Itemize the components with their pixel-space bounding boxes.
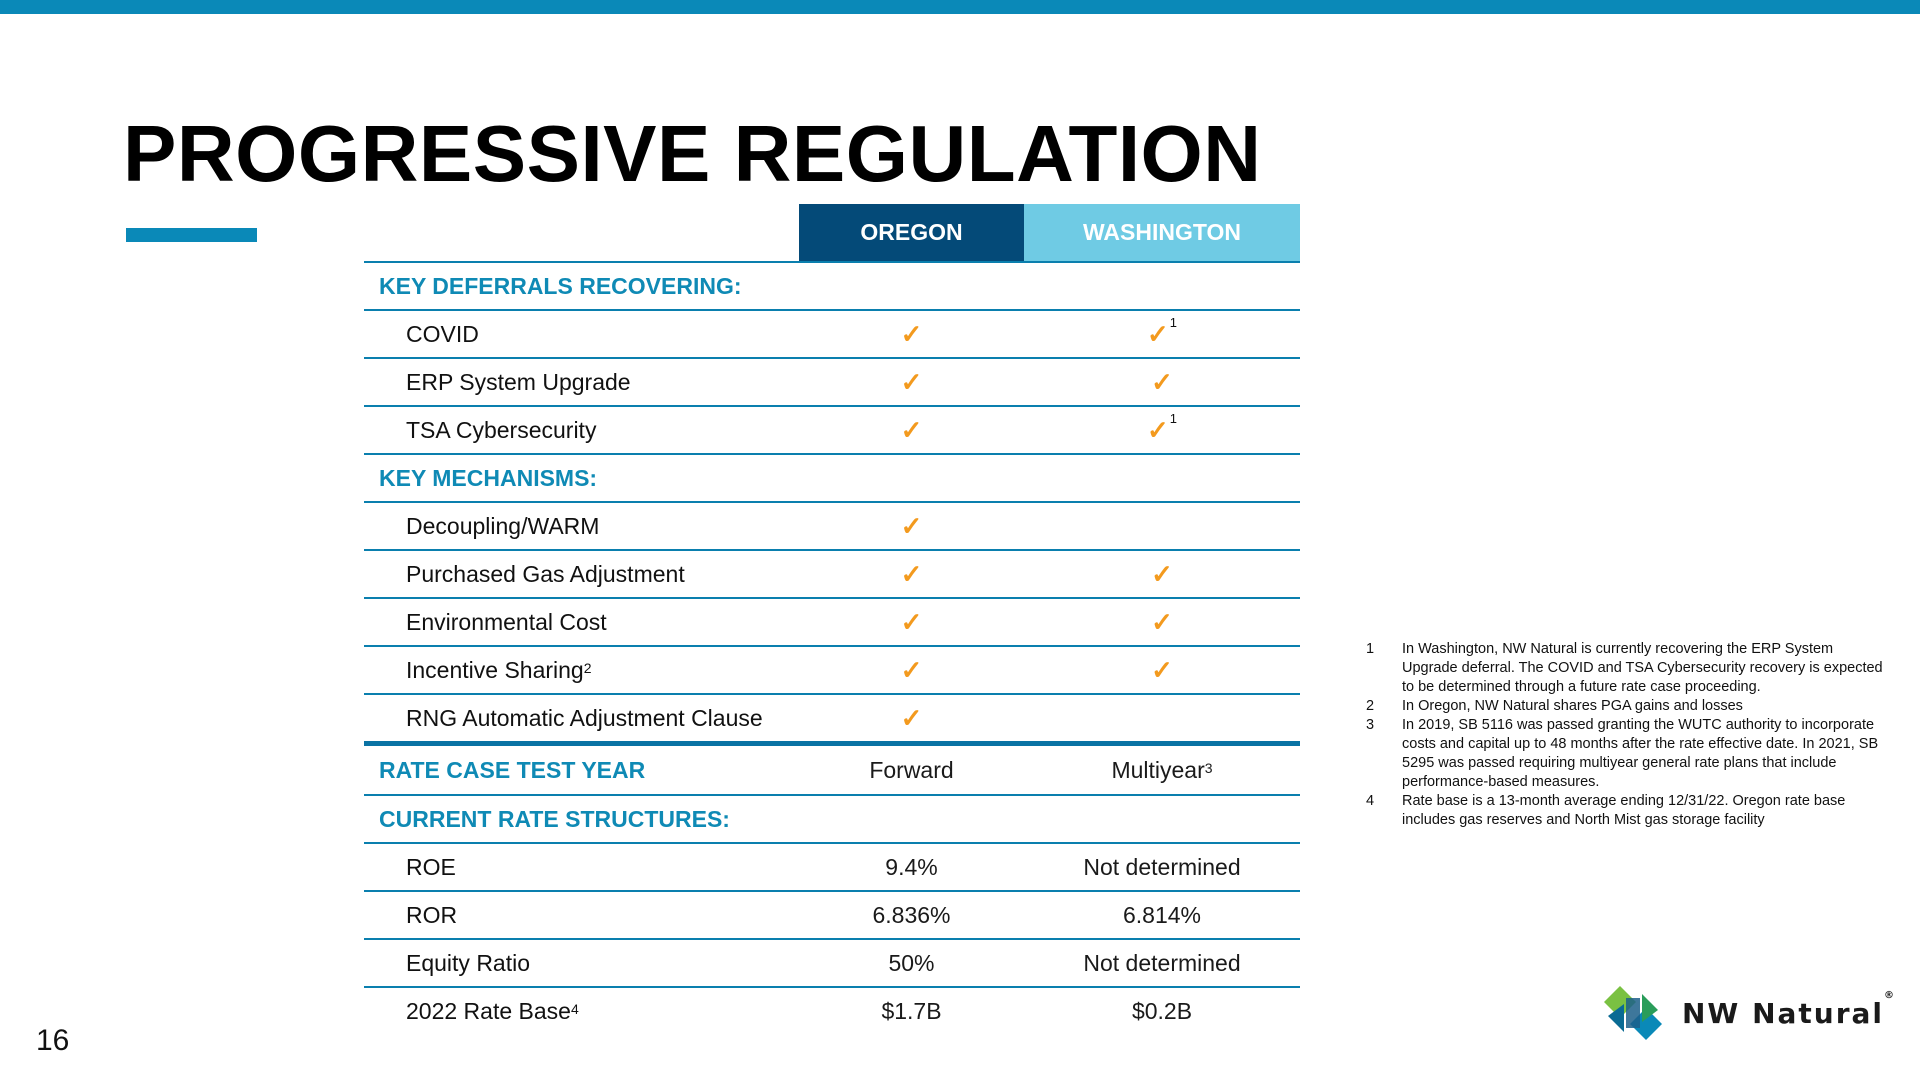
footnote-text: In Washington, NW Natural is currently recovering the ERP System Upgrade deferral. The COVID and TSA Cybersecurity recovery is expected to be determined through a future rate case proceeding. <box>1402 641 1883 695</box>
row-label <box>406 844 456 890</box>
regulation-table <box>364 204 1300 1034</box>
row-label <box>406 599 607 645</box>
checkmark-icon: ✓ <box>1151 367 1173 397</box>
check-wrap <box>901 417 923 443</box>
table-row <box>364 357 1300 405</box>
washington-cell <box>1024 407 1300 453</box>
checkmark-icon: ✓ <box>900 415 923 445</box>
washington-cell <box>1024 746 1300 794</box>
washington-cell <box>1024 695 1300 741</box>
checkmark-icon: ✓ <box>1151 655 1173 685</box>
check-wrap <box>1146 411 1178 445</box>
footnote-number: 1 <box>1366 641 1375 657</box>
oregon-cell: $1.7B <box>881 997 942 1024</box>
washington-value: Multiyear <box>1111 756 1205 783</box>
footnote-text: In 2019, SB 5116 was passed granting the WUTC authority to incorporate costs and capital up to 48 months after the rate effective date. In 2021, SB 5295 was passed requiring multiyear general rate plans that include performance-based measures. <box>1402 717 1879 790</box>
checkmark-icon: ✓ <box>900 703 923 733</box>
oregon-cell <box>799 599 1024 645</box>
row-label <box>406 503 599 549</box>
washington-cell <box>1024 359 1300 405</box>
row-label-text: Environmental Cost <box>406 608 607 635</box>
row-label-text: COVID <box>406 320 479 347</box>
check-wrap <box>1151 561 1173 587</box>
row-label-text: Incentive Sharing <box>406 656 584 683</box>
washington-cell: Not determined <box>1083 853 1241 880</box>
footnote-marker: 4 <box>570 1001 579 1017</box>
row-label-text: RNG Automatic Adjustment Clause <box>406 704 763 731</box>
oregon-cell <box>799 359 1024 405</box>
footnote-item <box>1366 792 1886 830</box>
table-row <box>364 842 1300 890</box>
footnote-text: In Oregon, NW Natural shares PGA gains and losses <box>1402 698 1743 714</box>
section-mechanisms <box>364 453 1300 501</box>
oregon-cell <box>799 647 1024 693</box>
check-wrap <box>1151 609 1173 635</box>
oregon-cell <box>799 695 1024 741</box>
footnote-number: 4 <box>1366 793 1375 809</box>
row-label <box>406 695 763 741</box>
table-body <box>364 261 1300 1034</box>
table-row <box>364 309 1300 357</box>
row-label <box>406 311 479 357</box>
footnote-marker: 3 <box>1204 760 1213 776</box>
check-wrap <box>1151 657 1173 683</box>
check-wrap <box>901 705 923 731</box>
row-label-text: 2022 Rate Base <box>406 997 571 1024</box>
check-wrap <box>901 657 923 683</box>
table-row <box>364 645 1300 693</box>
column-header-washington: WASHINGTON <box>1024 204 1300 261</box>
row-label <box>406 892 457 938</box>
section-label: KEY DEFERRALS RECOVERING: <box>379 272 742 299</box>
table-row <box>364 938 1300 986</box>
oregon-cell <box>799 551 1024 597</box>
section-rate-structures <box>364 794 1300 842</box>
footnote-item <box>1366 640 1886 697</box>
row-label <box>406 407 596 453</box>
column-header-oregon: OREGON <box>799 204 1024 261</box>
footnote-marker: 2 <box>583 660 592 676</box>
row-label <box>406 940 530 986</box>
section-label: RATE CASE TEST YEAR <box>379 756 646 783</box>
table-row <box>364 986 1300 1034</box>
row-label-text: ROE <box>406 853 456 880</box>
washington-cell <box>1024 551 1300 597</box>
title-underline <box>126 228 257 242</box>
company-logo <box>1600 980 1896 1046</box>
washington-cell: Not determined <box>1083 949 1241 976</box>
oregon-cell <box>799 503 1024 549</box>
row-label-text: ROR <box>406 901 458 928</box>
section-label: KEY MECHANISMS: <box>379 464 598 491</box>
washington-cell <box>1024 647 1300 693</box>
footnote-marker: 1 <box>1169 315 1178 330</box>
row-label-text: TSA Cybersecurity <box>406 416 597 443</box>
footnotes <box>1366 640 1886 830</box>
table-row <box>364 549 1300 597</box>
washington-cell <box>1024 311 1300 357</box>
page-number: 16 <box>36 1024 70 1057</box>
oregon-cell <box>799 407 1024 453</box>
check-wrap <box>901 321 923 347</box>
check-wrap <box>901 513 923 539</box>
oregon-cell: 50% <box>888 949 935 976</box>
section-test-year <box>364 741 1300 794</box>
table-row <box>364 501 1300 549</box>
row-label-text: ERP System Upgrade <box>406 368 631 395</box>
check-wrap <box>901 609 923 635</box>
checkmark-icon: ✓ <box>1146 319 1169 349</box>
row-label <box>406 551 685 597</box>
checkmark-icon: ✓ <box>1146 415 1169 445</box>
row-label-text: Purchased Gas Adjustment <box>406 560 685 587</box>
check-wrap <box>901 561 923 587</box>
check-wrap <box>1151 369 1173 395</box>
footnote-item <box>1366 697 1886 716</box>
top-accent-bar <box>0 0 1920 14</box>
logo-text: NW Natural® <box>1682 990 1897 1030</box>
checkmark-icon: ✓ <box>900 607 923 637</box>
table-header <box>364 204 1300 261</box>
table-row <box>364 693 1300 741</box>
checkmark-icon: ✓ <box>1151 559 1173 589</box>
oregon-cell: Forward <box>869 756 954 783</box>
row-label <box>406 647 592 693</box>
washington-cell <box>1024 503 1300 549</box>
row-label-text: Decoupling/WARM <box>406 512 600 539</box>
row-label <box>406 988 579 1034</box>
footnote-item <box>1366 716 1886 792</box>
check-wrap <box>1146 315 1178 349</box>
footnote-number: 3 <box>1366 717 1375 733</box>
oregon-cell: 6.836% <box>872 901 951 928</box>
section-label: CURRENT RATE STRUCTURES: <box>379 805 730 832</box>
table-row <box>364 405 1300 453</box>
washington-cell: $0.2B <box>1131 997 1193 1024</box>
oregon-cell: 9.4% <box>885 853 938 880</box>
oregon-cell <box>799 311 1024 357</box>
section-deferrals <box>364 261 1300 309</box>
table-row <box>364 597 1300 645</box>
washington-cell: 6.814% <box>1122 901 1201 928</box>
footnote-marker: 1 <box>1169 411 1178 426</box>
checkmark-icon: ✓ <box>900 655 923 685</box>
checkmark-icon: ✓ <box>900 319 923 349</box>
washington-cell <box>1024 599 1300 645</box>
nw-natural-logo-icon <box>1600 980 1666 1046</box>
checkmark-icon: ✓ <box>900 367 923 397</box>
checkmark-icon: ✓ <box>900 559 923 589</box>
footnote-number: 2 <box>1366 698 1375 714</box>
row-label <box>406 359 631 405</box>
table-row <box>364 890 1300 938</box>
row-label-text: Equity Ratio <box>406 949 531 976</box>
checkmark-icon: ✓ <box>900 511 923 541</box>
page-title: PROGRESSIVE REGULATION <box>123 109 1262 198</box>
checkmark-icon: ✓ <box>1151 607 1173 637</box>
check-wrap <box>901 369 923 395</box>
footnote-text: Rate base is a 13-month average ending 12/31/22. Oregon rate base includes gas reserves and North Mist gas storage facility <box>1402 793 1846 828</box>
